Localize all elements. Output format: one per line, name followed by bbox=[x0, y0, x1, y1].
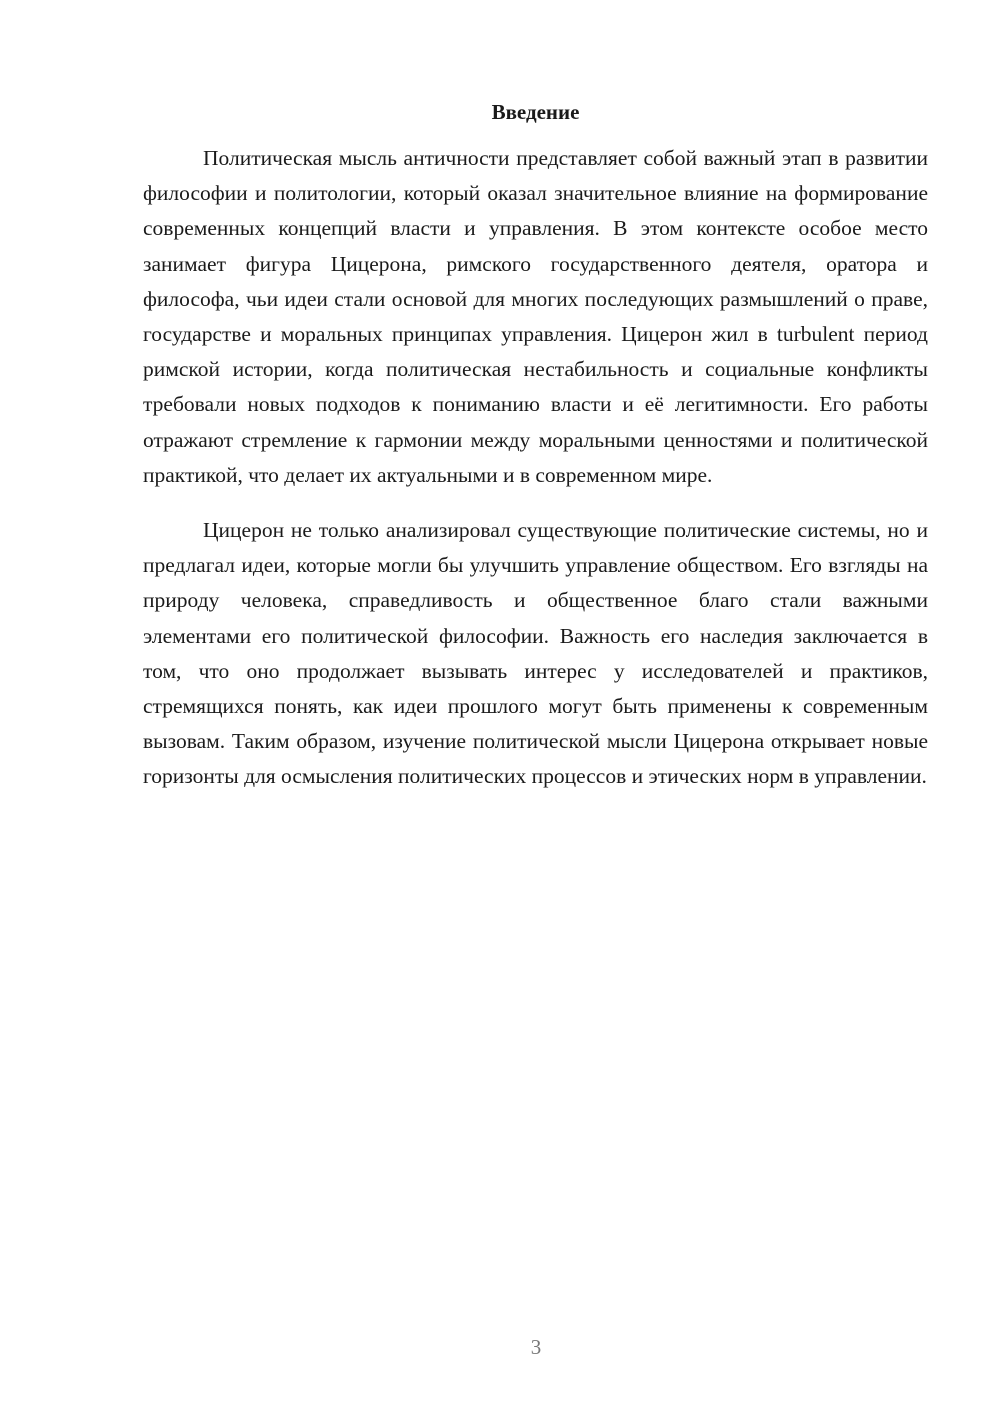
page-number: 3 bbox=[530, 1335, 542, 1359]
section-heading: Введение bbox=[491, 100, 580, 124]
paragraph-1: Политическая мысль античности представляет собой важный этап в развитии философии и политологии, который оказал значительное влияние на формирование современных концепций власти и управления. В этом контексте особое место занимает фигура Цицерона, римского государственного деятеля, оратора и философа, чьи идеи стали основой для многих последующих размышлений о праве, государстве и моральных принципах управления. Цицерон жил в turbulent период римской истории, когда политическая нестабильность и социальные конфликты требовали новых подходов к пониманию власти и её легитимности. Его работы отражают стремление к гармонии между моральными ценностями и политической практикой, что делает их актуальными и в современном мире. bbox=[143, 146, 928, 487]
body-text bbox=[143, 141, 928, 795]
paragraph-2: Цицерон не только анализировал существующие политические системы, но и предлагал идеи, которые могли бы улучшить управление обществом. Его взгляды на природу человека, справедливость и общественное благо стали важными элементами его политической философии. Важность его наследия заключается в том, что оно продолжает вызывать интерес у исследователей и практиков, стремящихся понять, как идеи прошлого могут быть применены к современным вызовам. Таким образом, изучение политической мысли Цицерона открывает новые горизонты для осмысления политических процессов и этических норм в управлении. bbox=[143, 518, 928, 789]
